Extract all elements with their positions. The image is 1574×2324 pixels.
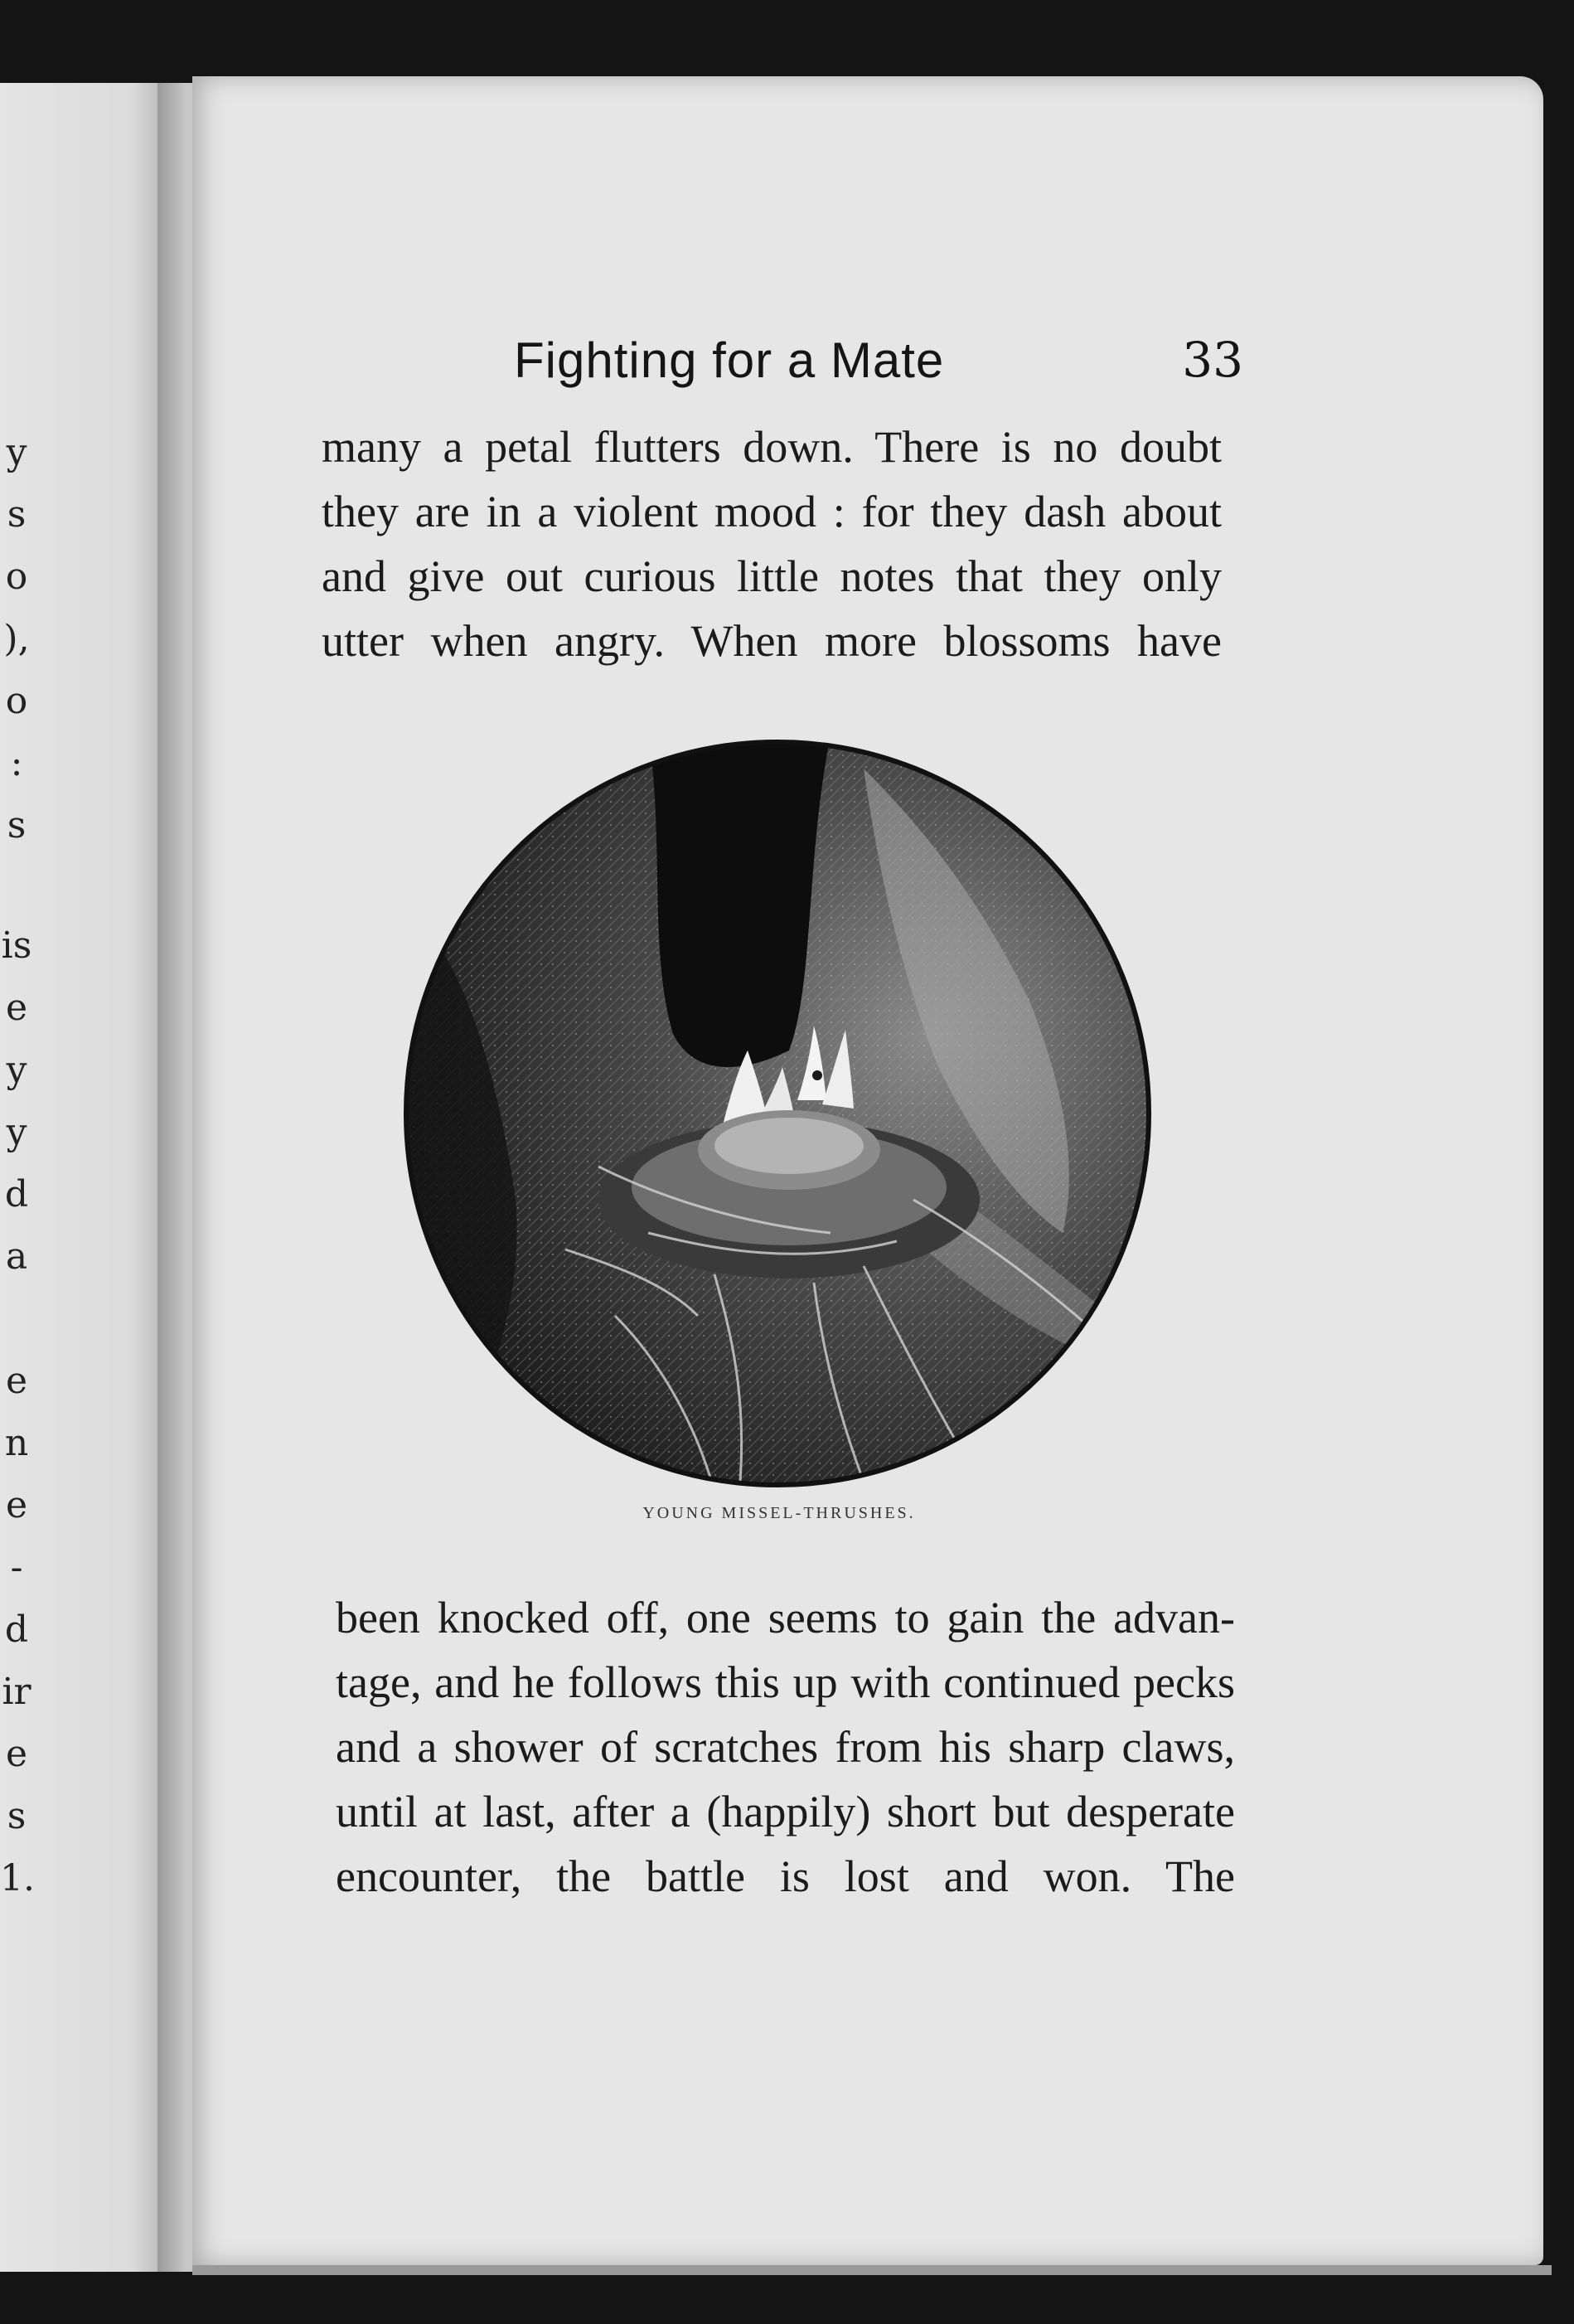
left-fragment: y: [6, 431, 27, 473]
body-text-bottom: [336, 1585, 1235, 1909]
left-fragment: e: [5, 1484, 28, 1526]
nest-photograph: [400, 735, 1155, 1492]
left-fragment: s: [7, 493, 27, 536]
left-fragment: is: [1, 924, 32, 967]
text-line: tage, and he follows this up with continued pecks: [336, 1657, 1235, 1707]
left-fragment: a: [5, 1235, 28, 1278]
page-number: 33: [1182, 332, 1243, 388]
left-fragment: e: [5, 1360, 28, 1402]
text-line: encounter, the battle is lost and won. The: [336, 1851, 1235, 1901]
text-line: they are in a violent mood : for they dash about: [322, 487, 1222, 536]
text-line: many a petal flutters down. There is no doubt: [322, 422, 1222, 472]
page-title: Fighting for a Mate: [514, 332, 945, 388]
left-fragment: ir: [2, 1671, 31, 1713]
text-line: and give out curious little notes that they only: [322, 551, 1222, 601]
left-fragment: e: [5, 987, 28, 1029]
body-text-top: [322, 415, 1222, 673]
left-fragment: o: [5, 556, 28, 598]
left-page-text-fragments: [0, 83, 33, 2272]
left-fragment: n: [4, 1422, 29, 1464]
left-fragment: y: [6, 1049, 27, 1091]
left-fragment: y: [6, 1111, 27, 1153]
left-fragment: o: [5, 680, 28, 722]
left-fragment: s: [7, 1795, 27, 1837]
left-fragment: d: [4, 1173, 29, 1215]
circular-plate: [400, 735, 1155, 1492]
left-fragment: e: [5, 1733, 28, 1775]
text-line: and a shower of scratches from his sharp claws,: [336, 1722, 1235, 1772]
page-bottom-edge: [192, 2265, 1552, 2275]
figure-caption: YOUNG MISSEL-THRUSHES.: [642, 1504, 916, 1522]
text-line: until at last, after a (happily) short but desperate: [336, 1787, 1235, 1836]
left-fragment: -: [10, 1546, 23, 1589]
text-line: been knocked off, one seems to gain the advan-: [336, 1593, 1235, 1642]
left-fragment: 1.: [0, 1857, 35, 1899]
left-fragment: d: [4, 1608, 29, 1651]
left-fragment: s: [7, 804, 27, 847]
running-head: [514, 332, 1243, 406]
left-fragment: :: [10, 742, 23, 784]
text-line: utter when angry. When more blossoms have: [322, 616, 1222, 666]
left-fragment: ),: [3, 618, 30, 660]
